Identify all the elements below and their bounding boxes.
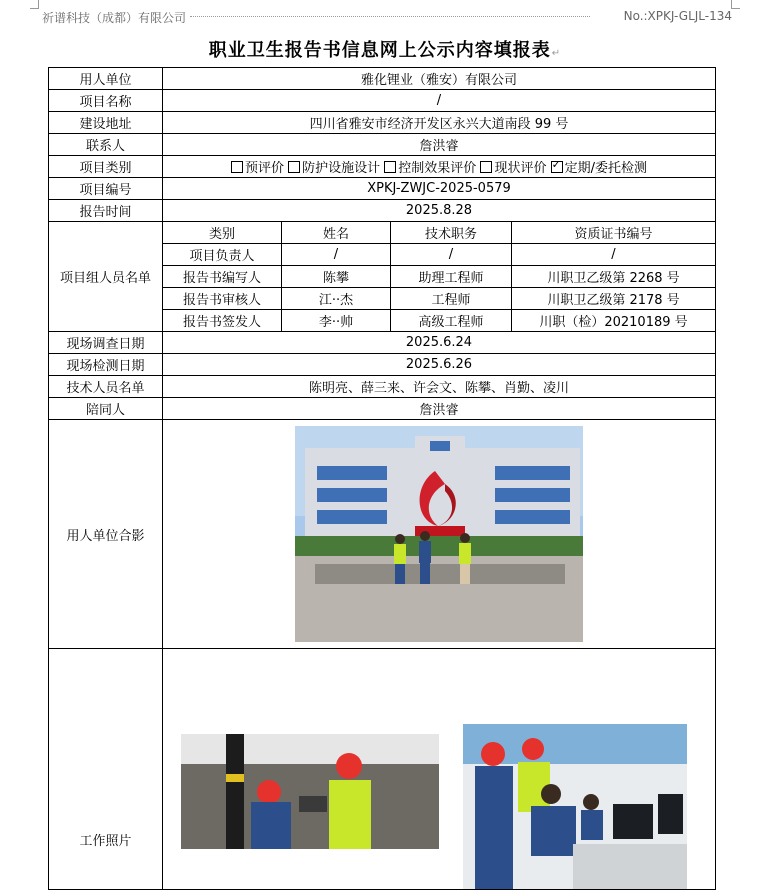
escort-value: 詹洪睿 <box>163 398 716 420</box>
row-project-name <box>49 90 716 112</box>
row-employer <box>49 68 716 90</box>
work-photo-label: 工作照片 <box>49 649 163 890</box>
project-name-value: / <box>163 90 716 112</box>
row-work-photo <box>49 649 716 890</box>
checkbox-icon[interactable] <box>384 161 396 173</box>
team-header: 类别 <box>163 222 282 244</box>
team-row <box>163 266 715 288</box>
team-header: 资质证书编号 <box>512 222 716 244</box>
test-date-value: 2025.6.26 <box>163 354 716 376</box>
project-no-value: XPKJ-ZWJC-2025-0579 <box>163 178 716 200</box>
team-row <box>163 310 715 332</box>
contact-value: 詹洪睿 <box>163 134 716 156</box>
checkbox-icon[interactable] <box>231 161 243 173</box>
info-table <box>48 67 716 890</box>
survey-date-label: 现场调查日期 <box>49 332 163 354</box>
team-header: 姓名 <box>282 222 391 244</box>
team-cell-cert: 川职卫乙级第 2268 号 <box>512 266 716 288</box>
header-company: 祈谱科技（成都）有限公司 <box>42 11 187 25</box>
category-label: 项目类别 <box>49 156 163 178</box>
team-cell-role: 项目负责人 <box>163 244 282 266</box>
corner-mark-right <box>731 0 740 9</box>
header-divider <box>190 16 590 17</box>
report-time-value: 2025.8.28 <box>163 200 716 222</box>
team-cell-name: 陈攀 <box>282 266 391 288</box>
corner-mark-left <box>30 0 39 9</box>
team-cell-title: 高级工程师 <box>391 310 512 332</box>
category-option[interactable]: 预评价 <box>231 161 284 176</box>
test-date-label: 现场检测日期 <box>49 354 163 376</box>
row-contact <box>49 134 716 156</box>
tech-staff-label: 技术人员名单 <box>49 376 163 398</box>
category-option[interactable]: 防护设施设计 <box>288 161 380 176</box>
team-cell-cert: / <box>512 244 716 266</box>
row-escort <box>49 398 716 420</box>
row-address <box>49 112 716 134</box>
row-test-date <box>49 354 716 376</box>
report-time-label: 报告时间 <box>49 200 163 222</box>
address-label: 建设地址 <box>49 112 163 134</box>
page-title: 职业卫生报告书信息网上公示内容填报表↵ <box>208 40 562 61</box>
team-cell-title: 助理工程师 <box>391 266 512 288</box>
group-photo-cell <box>163 420 716 649</box>
escort-label: 陪同人 <box>49 398 163 420</box>
team-row <box>163 288 715 310</box>
row-category <box>49 156 716 178</box>
team-cell-cert: 川职（检）20210189 号 <box>512 310 716 332</box>
team-header: 技术职务 <box>391 222 512 244</box>
team-header-row <box>163 222 715 244</box>
project-name-label: 项目名称 <box>49 90 163 112</box>
project-no-label: 项目编号 <box>49 178 163 200</box>
row-survey-date <box>49 332 716 354</box>
row-project-no <box>49 178 716 200</box>
team-row <box>163 244 715 266</box>
team-cell-title: / <box>391 244 512 266</box>
work-photo-left <box>181 734 439 849</box>
checkbox-icon[interactable] <box>480 161 492 173</box>
row-team <box>49 222 716 332</box>
category-option[interactable]: 现状评价 <box>480 161 546 176</box>
survey-date-value: 2025.6.24 <box>163 332 716 354</box>
tech-staff-value: 陈明亮、薛三来、许会文、陈攀、肖勤、凌川 <box>163 376 716 398</box>
employer-label: 用人单位 <box>49 68 163 90</box>
group-photo-label: 用人单位合影 <box>49 420 163 649</box>
category-option[interactable]: 控制效果评价 <box>384 161 476 176</box>
row-tech-staff <box>49 376 716 398</box>
category-options <box>163 156 716 178</box>
work-photo-cell <box>163 649 716 890</box>
row-group-photo <box>49 420 716 649</box>
checkbox-icon[interactable] <box>288 161 300 173</box>
team-cell-name: 李··帅 <box>282 310 391 332</box>
header-doc-no: No.:XPKJ-GLJL-134 <box>623 9 732 23</box>
checkbox-checked-icon[interactable] <box>551 161 563 173</box>
team-cell-role: 报告书审核人 <box>163 288 282 310</box>
group-photo-image <box>295 426 583 642</box>
team-cell-role: 报告书签发人 <box>163 310 282 332</box>
contact-label: 联系人 <box>49 134 163 156</box>
team-cell-cert: 川职卫乙级第 2178 号 <box>512 288 716 310</box>
row-report-time <box>49 200 716 222</box>
team-cell-title: 工程师 <box>391 288 512 310</box>
team-table <box>163 222 715 331</box>
team-cell-name: / <box>282 244 391 266</box>
team-label: 项目组人员名单 <box>49 222 163 332</box>
team-cell-role: 报告书编写人 <box>163 266 282 288</box>
category-option[interactable]: ✓ 定期/委托检测 <box>551 161 647 176</box>
team-cell <box>163 222 716 332</box>
address-value: 四川省雅安市经济开发区永兴大道南段 99 号 <box>163 112 716 134</box>
employer-value: 雅化锂业（雅安）有限公司 <box>163 68 716 90</box>
team-cell-name: 江··杰 <box>282 288 391 310</box>
work-photo-right <box>463 724 687 889</box>
